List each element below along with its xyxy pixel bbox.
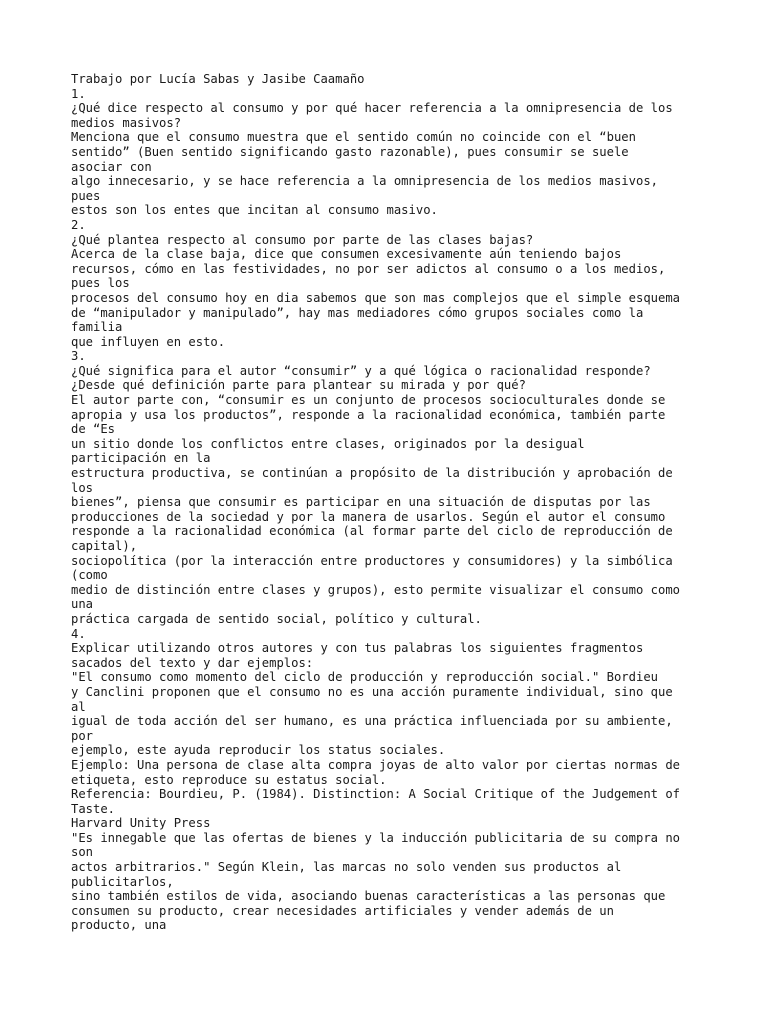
text-line: etiqueta, esto reproduce su estatus social.	[71, 772, 387, 787]
text-line: "El consumo como momento del ciclo de producción y reproducción social." Bordieu	[71, 670, 658, 685]
text-line: son	[71, 845, 94, 860]
text-line: Referencia: Bourdieu, P. (1984). Distinction: A Social Critique of the Judgement of	[71, 787, 681, 802]
text-line: participación en la	[71, 451, 211, 466]
text-line: un sitio donde los conflictos entre clases, originados por la desigual	[71, 436, 585, 451]
document-text	[71, 72, 711, 933]
text-line: "Es innegable que las ofertas de bienes y la inducción publicitaria de su compra no	[71, 830, 681, 845]
text-line: 4.	[71, 626, 86, 641]
text-line: práctica cargada de sentido social, político y cultural.	[71, 611, 482, 626]
text-line: ¿Desde qué definición parte para plantear su mirada y por qué?	[71, 378, 526, 393]
text-line: de “Es	[71, 422, 116, 437]
text-line: ¿Qué plantea respecto al consumo por parte de las clases bajas?	[71, 232, 534, 247]
text-line: medios masivos?	[71, 115, 182, 130]
text-line: familia	[71, 320, 123, 335]
text-line: Acerca de la clase baja, dice que consumen excesivamente aún teniendo bajos	[71, 247, 622, 262]
text-line: ¿Qué significa para el autor “consumir” y a qué lógica o racionalidad responde?	[71, 363, 651, 378]
text-line: sacados del texto y dar ejemplos:	[71, 655, 314, 670]
text-line: los	[71, 480, 94, 495]
text-line: medio de distinción entre clases y grupos), esto permite visualizar el consumo como	[71, 582, 681, 597]
text-line: una	[71, 597, 94, 612]
text-line: Trabajo por Lucía Sabas y Jasibe Caamaño	[71, 72, 365, 86]
text-line: asociar con	[71, 159, 152, 174]
text-line: capital),	[71, 539, 138, 553]
text-line: ¿Qué dice respecto al consumo y por qué hacer referencia a la omnipresencia de los	[71, 101, 673, 116]
text-line: sociopolítica (por la interacción entre productores y consumidores) y la simbólica	[71, 553, 673, 568]
text-line: responde a la racionalidad económica (al formar parte del ciclo de reproducción de	[71, 524, 673, 539]
text-line: de “manipulador y manipulado”, hay mas mediadores cómo grupos sociales como la	[71, 305, 644, 320]
text-line: pues	[71, 188, 101, 203]
text-line: procesos del consumo hoy en dia sabemos que son mas complejos que el simple esquema	[71, 290, 681, 305]
text-line: algo innecesario, y se hace referencia a la omnipresencia de los medios masivos,	[71, 174, 658, 189]
text-line: publicitarlos,	[71, 874, 174, 889]
text-line: ejemplo, este ayuda reproducir los status sociales.	[71, 743, 446, 758]
text-line: 3.	[71, 349, 86, 364]
text-line: pues los	[71, 276, 130, 291]
text-line: que influyen en esto.	[71, 334, 226, 349]
text-line: (como	[71, 568, 108, 583]
text-line: bienes”, piensa que consumir es participar en una situación de disputas por las	[71, 495, 651, 510]
text-line: producto, una	[71, 918, 167, 933]
text-line: al	[71, 699, 86, 714]
text-line: Harvard Unity Press	[71, 816, 211, 831]
text-line: apropia y usa los productos”, responde a la racionalidad económica, también parte	[71, 407, 666, 422]
text-line: actos arbitrarios." Según Klein, las marcas no solo venden sus productos al	[71, 860, 622, 875]
text-line: y Canclini proponen que el consumo no es una acción puramente individual, sino que	[71, 684, 673, 699]
text-line: Ejemplo: Una persona de clase alta compra joyas de alto valor por ciertas normas de	[71, 757, 681, 772]
text-line: Menciona que el consumo muestra que el sentido común no coincide con el “buen	[71, 130, 636, 145]
text-line: 2.	[71, 217, 86, 232]
text-line: recursos, cómo en las festividades, no por ser adictos al consumo o a los medios,	[71, 261, 666, 276]
text-line: 1.	[71, 86, 86, 101]
text-line: estos son los entes que incitan al consumo masivo.	[71, 203, 438, 218]
text-line: producciones de la sociedad y por la manera de usarlos. Según el autor el consumo	[71, 509, 666, 524]
text-line: estructura productiva, se continúan a propósito de la distribución y aprobación de	[71, 466, 673, 481]
text-line: sentido” (Buen sentido significando gasto razonable), pues consumir se suele	[71, 144, 629, 159]
text-line: consumen su producto, crear necesidades artificiales y vender además de un	[71, 903, 614, 918]
text-line: Explicar utilizando otros autores y con tus palabras los siguientes fragmentos	[71, 641, 644, 656]
text-line: El autor parte con, “consumir es un conjunto de procesos socioculturales donde se	[71, 393, 666, 408]
text-line: sino también estilos de vida, asociando buenas características a las personas que	[71, 889, 666, 904]
text-line: Taste.	[71, 801, 116, 816]
text-line: igual de toda acción del ser humano, es una práctica influenciada por su ambiente,	[71, 714, 673, 729]
text-line: por	[71, 728, 94, 743]
